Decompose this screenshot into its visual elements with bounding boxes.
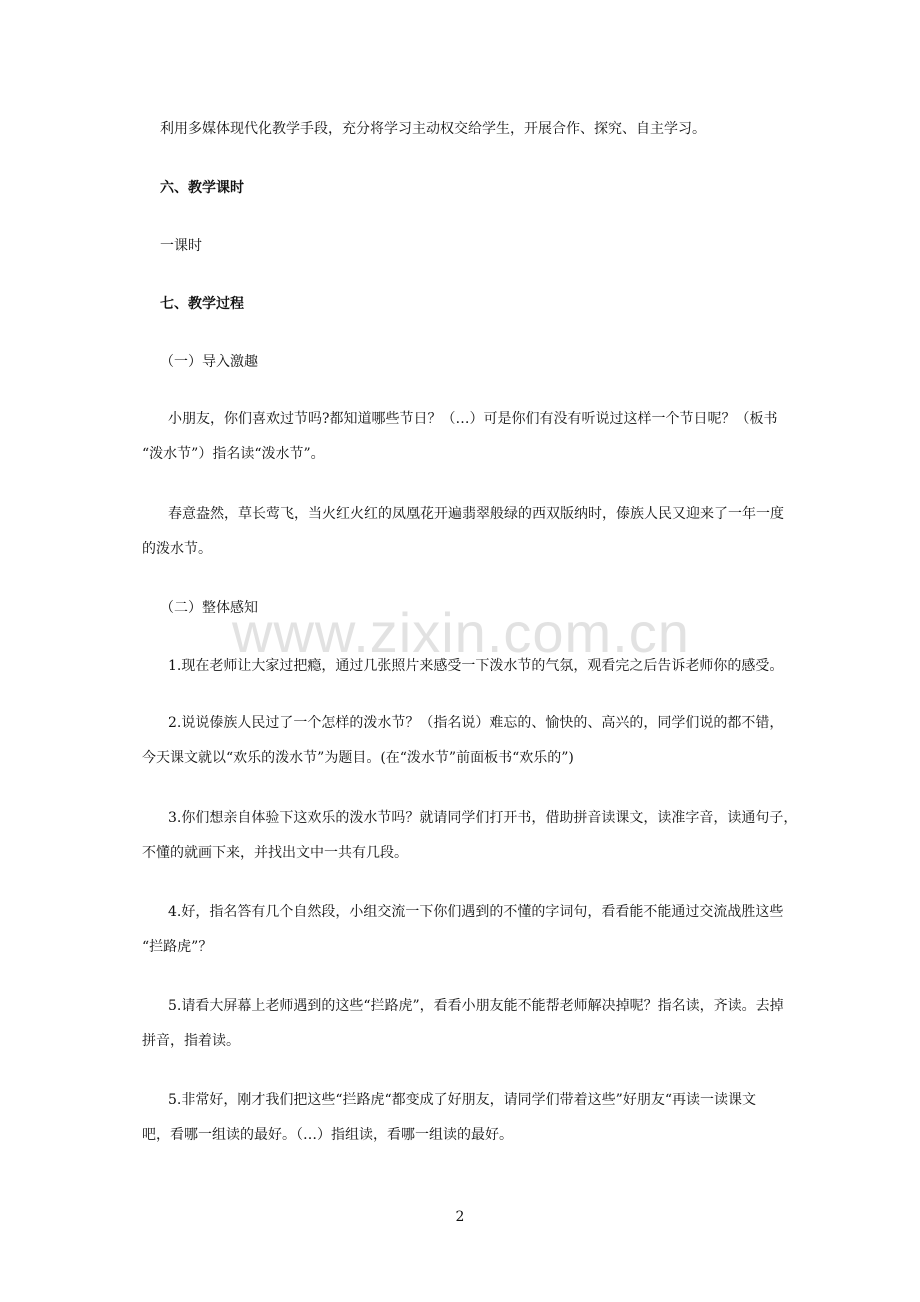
paragraph-spring-line-1: 春意盎然，草长莺飞，当火红火红的凤凰花开遍翡翠般绿的西双版纳时，傣族人民又迎来了一年一度 — [168, 506, 784, 522]
paragraph-intro-line-2: “泼水节”）指名读“泼水节”。 — [142, 446, 325, 462]
paragraph-step-3-line-1: 3.你们想亲自体验下这欢乐的泼水节吗？就请同学们打开书，借助拼音读课文，读准字音，读通句子， — [168, 810, 798, 826]
paragraph-step-5b-line-1: 5.非常好，刚才我们把这些“拦路虎“都变成了好朋友，请同学们带着这些”好朋友“再读一读课文 — [168, 1092, 756, 1108]
watermark: www.zixin.com.cn — [232, 601, 690, 664]
paragraph-step-5-line-1: 5.请看大屏幕上老师遇到的这些“拦路虎”，看看小朋友能不能帮老师解决掉呢？指名读，齐读。去掉 — [168, 998, 784, 1014]
paragraph-step-5b-line-2: 吧，看哪一组读的最好。（…）指组读，看哪一组读的最好。 — [142, 1127, 513, 1143]
heading-teaching-process: 七、教学过程 — [160, 296, 244, 312]
paragraph-teaching-method: 利用多媒体现代化教学手段，充分将学习主动权交给学生，开展合作、探究、自主学习。 — [160, 121, 706, 137]
paragraph-step-2-line-1: 2.说说傣族人民过了一个怎样的泼水节？（指名说）难忘的、愉快的、高兴的，同学们说的都不错， — [168, 715, 784, 731]
paragraph-step-4-line-2: “拦路虎”？ — [142, 939, 213, 955]
heading-teaching-hours: 六、教学课时 — [160, 180, 244, 196]
paragraph-step-5-line-2: 拼音，指着读。 — [142, 1033, 240, 1049]
paragraph-step-3-line-2: 不懂的就画下来，并找出文中一共有几段。 — [142, 845, 408, 861]
paragraph-step-4-line-1: 4.好，指名答有几个自然段，小组交流一下你们遇到的不懂的字词句，看看能不能通过交流战胜这些 — [168, 904, 784, 920]
subheading-introduction: （一）导入激趣 — [160, 354, 258, 370]
paragraph-one-lesson: 一课时 — [160, 238, 202, 254]
paragraph-intro-line-1: 小朋友，你们喜欢过节吗?都知道哪些节日？（…）可是你们有没有听说过这样一个节日呢？（板书 — [168, 411, 778, 427]
paragraph-step-1: 1.现在老师让大家过把瘾，通过几张照片来感受一下泼水节的气氛，观看完之后告诉老师你的感受。 — [168, 658, 784, 674]
page-number: 2 — [455, 1209, 465, 1225]
subheading-overall-perception: （二）整体感知 — [160, 600, 258, 616]
paragraph-spring-line-2: 的泼水节。 — [142, 541, 212, 557]
paragraph-step-2-line-2: 今天课文就以“欢乐的泼水节”为题目。(在“泼水节”前面板书“欢乐的”) — [142, 750, 574, 766]
